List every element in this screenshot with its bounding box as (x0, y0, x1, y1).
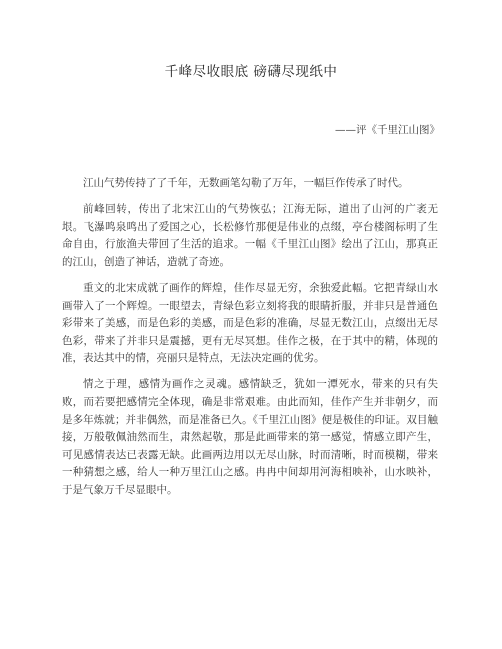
document-subtitle: ——评《千里江山图》 (335, 124, 440, 136)
document-body (62, 175, 438, 508)
paragraph-4: 情之于理，感情为画作之灵魂。感情缺乏，犹如一潭死水，带来的只有失败，而若要把感情完全体现，确是非常艰难。由此而知，佳作产生并非朝夕，而是多年炼就；并非偶然，而是准备已久。《千里江山图》便是极佳的印证。双目触接，万般敬佩油然而生，肃然起敬，那是此画带来的第一感觉，情感立即产生，可见感情表达已表露无缺。此画两边用以无尽山脉，时而清晰，时而模糊，带来一种猜想之感，给人一种万里江山之感。冉冉中间却用河海相映补，山水映补，于是气象万千尽显眼中。 (62, 378, 438, 496)
paragraph-1: 江山气势传持了了千年，无数画笔勾勒了万年，一幅巨作传承了时代。 (83, 177, 409, 189)
paragraph-2: 前峰回转，传出了北宋江山的气势恢弘；江海无际，道出了山河的广袤无垠。飞瀑鸣泉鸣出了爱国之心，长松修竹那便是伟业的点缀，亭台楼阁标明了生命自由，行旅渔夫带回了生活的追求。一幅《千里江山图》绘出了江山，那真正的江山，创造了神话，造就了奇迹。 (62, 203, 438, 268)
paragraph-3: 重文的北宋成就了画作的辉煌，佳作尽显无穷，余独爱此幅。它把青绿山水画带入了一个辉煌。一眼望去，青绿色彩立刻将我的眼睛折服，并非只是普通色彩带来了美感，而是色彩的美感，而是色彩的准确，尽显无数江山，点缀出无尽色彩，带来了并非只是震撼，更有无尽冥想。佳作之极，在于其中的精，体现的准，表达其中的情，亮丽只是特点，无法决定画的优劣。 (62, 281, 438, 365)
document-title: 千峰尽收眼底 磅礴尽现纸中 (164, 64, 338, 80)
